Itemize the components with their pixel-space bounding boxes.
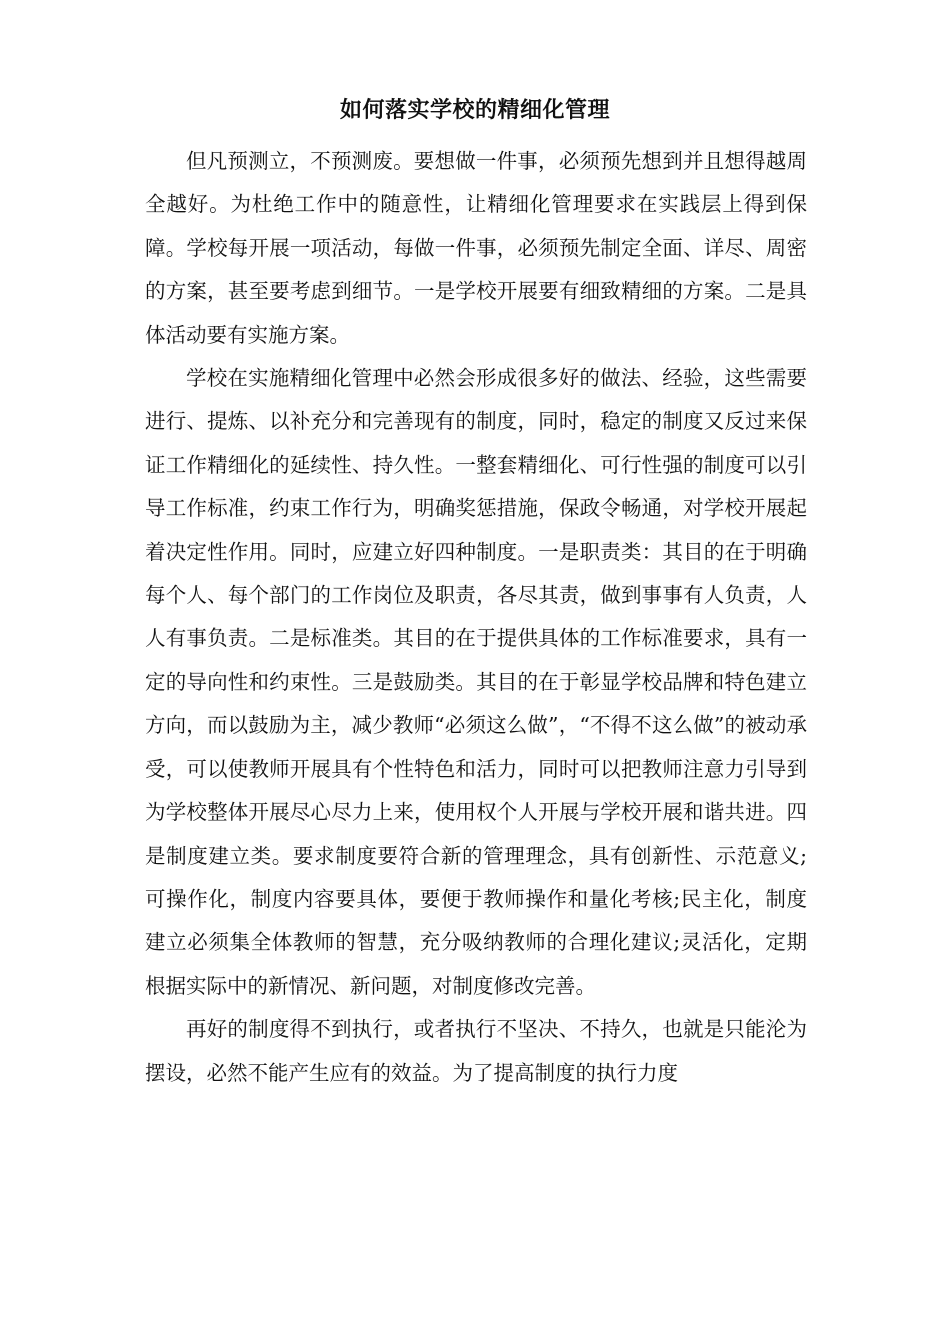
document-title: 如何落实学校的精细化管理 [339, 97, 610, 123]
paragraph: 学校在实施精细化管理中必然会形成很多好的做法、经验，这些需要进行、提炼、以补充分和完善现有的制度，同时，稳定的制度又反过来保证工作精细化的延续性、持久性。一整套精细化、可行性强的制度可以引导工作标准，约束工作行为，明确奖惩措施，保政令畅通，对学校开展起着决定性作用。同时，应建立好四种制度。一是职责类：其目的在于明确每个人、每个部门的工作岗位及职责，各尽其责，做到事事有人负责，人人有事负责。二是标准类。其目的在于提供具体的工作标准要求，具有一定的导向性和约束性。三是鼓励类。其目的在于彰显学校品牌和特色建立方向，而以鼓励为主，减少教师“必须这么做”，“不得不这么做”的被动承受，可以使教师开展具有个性特色和活力，同时可以把教师注意力引导到为学校整体开展尽心尽力上来，使用权个人开展与学校开展和谐共进。四是制度建立类。要求制度要符合新的管理理念，具有创新性、示范意义;可操作化，制度内容要具体，要便于教师操作和量化考核;民主化，制度建立必须集全体教师的智慧，充分吸纳教师的合理化建议;灵活化，定期根据实际中的新情况、新问题，对制度修改完善。 [145, 366, 807, 998]
document-body [145, 140, 807, 1095]
paragraph: 但凡预测立，不预测废。要想做一件事，必须预先想到并且想得越周全越好。为杜绝工作中的随意性，让精细化管理要求在实践层上得到保障。学校每开展一项活动，每做一件事，必须预先制定全面、详尽、周密的方案，甚至要考虑到细节。一是学校开展要有细致精细的方案。二是具体活动要有实施方案。 [145, 149, 807, 347]
paragraph: 再好的制度得不到执行，或者执行不坚决、不持久，也就是只能沦为摆设，必然不能产生应有的效益。为了提高制度的执行力度 [145, 1017, 807, 1085]
